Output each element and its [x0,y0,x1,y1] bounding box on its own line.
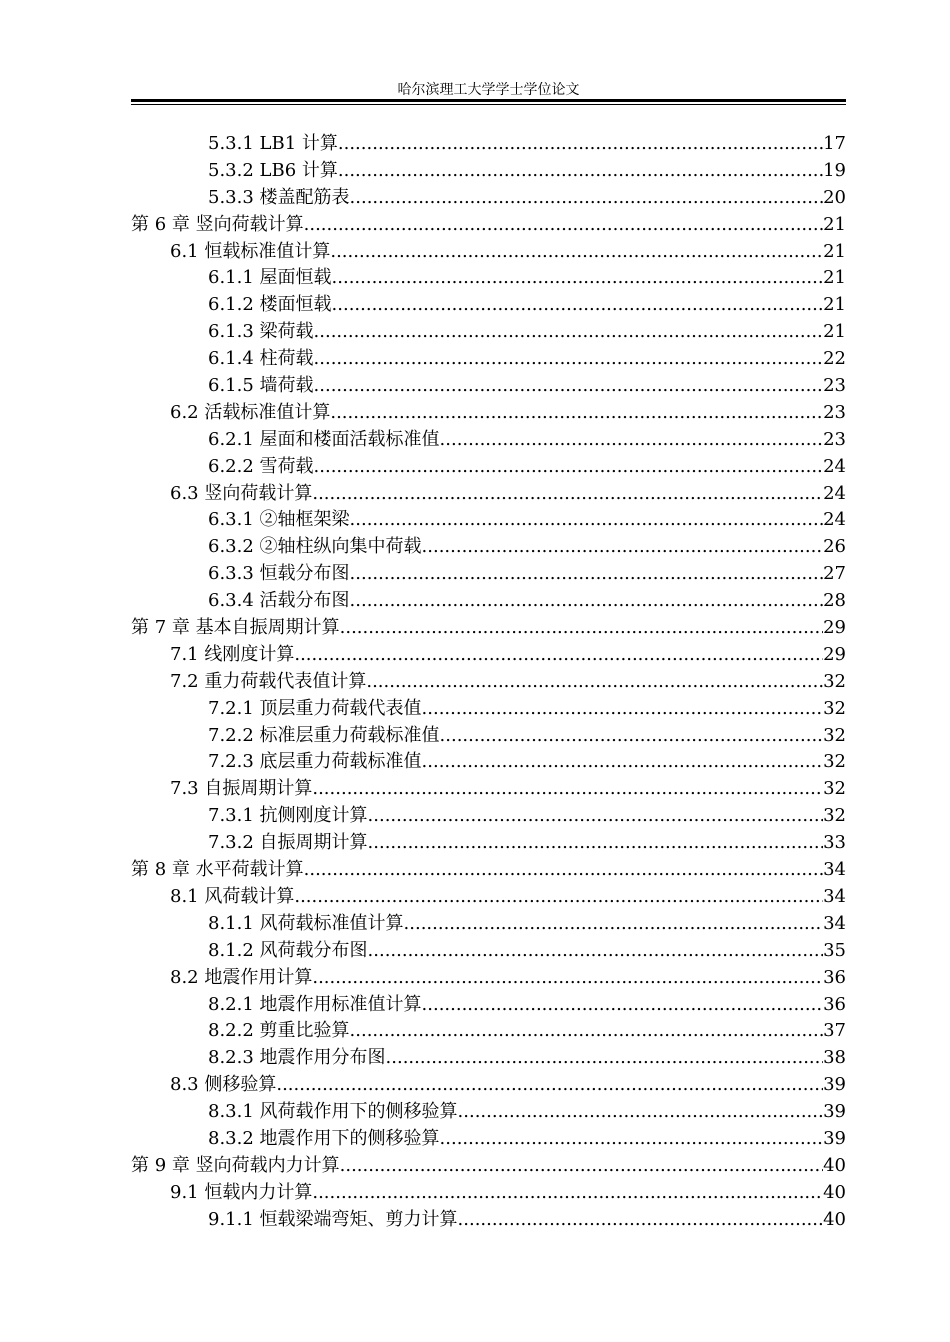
toc-page-number: 40 [823,1208,846,1230]
toc-entry-title: 8.3 侧移验算 [170,1074,277,1096]
page-header: 哈尔滨理工大学学士学位论文 [397,82,580,98]
toc-page-number: 23 [823,375,846,397]
toc-entry-title: 6.2.2 雪荷载 [208,455,314,477]
toc-subsection-entry[interactable] [131,454,846,481]
toc-entry-title: 6.1.2 楼面恒载 [208,294,332,316]
toc-dot-leader [312,481,823,508]
toc-page-number: 37 [823,1020,846,1042]
toc-subsection-entry[interactable] [131,131,846,158]
header-rule-thick [131,99,846,102]
toc-entry-title: 7.3.2 自振周期计算 [208,832,368,854]
toc-dot-leader [440,723,824,750]
toc-entry-title: 6.1.5 墙荷载 [208,375,314,397]
toc-dot-leader [368,938,824,965]
toc-page-number: 39 [823,1101,846,1123]
toc-subsection-entry[interactable] [131,696,846,723]
toc-dot-leader [422,696,824,723]
toc-page-number: 24 [823,455,846,477]
toc-subsection-entry[interactable] [131,373,846,400]
toc-page-number: 34 [823,885,846,907]
toc-dot-leader [276,1072,823,1099]
toc-subsection-entry[interactable] [131,911,846,938]
toc-entry-title: 第 9 章 竖向荷载内力计算 [131,1154,340,1176]
toc-entry-title: 6.3.1 ②轴框架梁 [208,509,350,531]
toc-dot-leader [368,803,824,830]
toc-dot-leader [332,292,824,319]
toc-page-number: 29 [823,617,846,639]
toc-page-number: 28 [823,590,846,612]
toc-chapter-entry[interactable] [131,212,846,239]
toc-entry-title: 6.3 竖向荷载计算 [170,482,313,504]
toc-subsection-entry[interactable] [131,507,846,534]
toc-entry-title: 6.1.3 梁荷载 [208,321,314,343]
toc-dot-leader [350,185,824,212]
toc-dot-leader [386,1045,824,1072]
toc-page-number: 36 [823,966,846,988]
toc-dot-leader [312,1180,823,1207]
toc-entry-title: 8.2 地震作用计算 [170,966,313,988]
toc-subsection-entry[interactable] [131,185,846,212]
toc-page-number: 32 [823,805,846,827]
toc-dot-leader [304,212,823,239]
toc-dot-leader [294,642,823,669]
toc-dot-leader [332,265,824,292]
toc-entry-title: 5.3.2 LB6 计算 [208,159,338,181]
toc-page-number: 34 [823,912,846,934]
toc-entry-title: 7.2.1 顶层重力荷载代表值 [208,697,422,719]
toc-dot-leader [340,1153,823,1180]
toc-subsection-entry[interactable] [131,265,846,292]
toc-entry-title: 8.1.2 风荷载分布图 [208,939,368,961]
toc-entry-title: 8.1 风荷载计算 [170,885,295,907]
toc-entry-title: 9.1 恒载内力计算 [170,1181,313,1203]
header-rule-thin [131,104,846,105]
toc-subsection-entry[interactable] [131,1126,846,1153]
toc-dot-leader [312,776,823,803]
toc-entry-title: 第 6 章 竖向荷载计算 [131,213,304,235]
toc-dot-leader [338,158,823,185]
toc-page-number: 26 [823,536,846,558]
toc-section-entry[interactable] [131,481,846,508]
toc-dot-leader [404,911,824,938]
toc-page-number: 40 [823,1154,846,1176]
table-of-contents [131,131,846,1234]
toc-dot-leader [314,319,824,346]
toc-page-number: 32 [823,670,846,692]
toc-entry-title: 7.2.2 标准层重力荷载标准值 [208,724,440,746]
toc-page-number: 21 [823,321,846,343]
toc-page-number: 38 [823,1047,846,1069]
toc-dot-leader [294,884,823,911]
toc-entry-title: 8.3.1 风荷载作用下的侧移验算 [208,1101,458,1123]
toc-page-number: 39 [823,1074,846,1096]
toc-subsection-entry[interactable] [131,534,846,561]
toc-page-number: 22 [823,348,846,370]
toc-page-number: 33 [823,832,846,854]
toc-page-number: 19 [823,159,846,181]
toc-section-entry[interactable] [131,642,846,669]
toc-dot-leader [366,669,823,696]
toc-entry-title: 7.3 自振周期计算 [170,778,313,800]
toc-section-entry[interactable] [131,400,846,427]
toc-entry-title: 6.1.4 柱荷载 [208,348,314,370]
toc-subsection-entry[interactable] [131,830,846,857]
toc-entry-title: 6.2.1 屋面和楼面活载标准值 [208,428,440,450]
toc-page-number: 21 [823,213,846,235]
toc-page-number: 32 [823,778,846,800]
toc-chapter-entry[interactable] [131,615,846,642]
toc-page-number: 34 [823,859,846,881]
toc-page-number: 20 [823,186,846,208]
toc-page-number: 27 [823,563,846,585]
toc-entry-title: 8.2.3 地震作用分布图 [208,1047,386,1069]
toc-subsection-entry[interactable] [131,346,846,373]
toc-page-number: 21 [823,240,846,262]
toc-entry-title: 5.3.3 楼盖配筋表 [208,186,350,208]
toc-entry-title: 6.1 恒载标准值计算 [170,240,331,262]
toc-entry-title: 第 7 章 基本自振周期计算 [131,617,340,639]
toc-entry-title: 8.1.1 风荷载标准值计算 [208,912,404,934]
toc-entry-title: 9.1.1 恒载梁端弯矩、剪力计算 [208,1208,458,1230]
toc-subsection-entry[interactable] [131,1099,846,1126]
toc-section-entry[interactable] [131,239,846,266]
toc-dot-leader [330,239,823,266]
toc-entry-title: 6.2 活载标准值计算 [170,401,331,423]
toc-dot-leader [368,830,824,857]
toc-page-number: 24 [823,509,846,531]
toc-page-number: 39 [823,1127,846,1149]
toc-page-number: 21 [823,267,846,289]
toc-dot-leader [422,749,824,776]
toc-dot-leader [458,1207,824,1234]
toc-page-number: 23 [823,428,846,450]
toc-subsection-entry[interactable] [131,158,846,185]
toc-dot-leader [314,373,824,400]
toc-dot-leader [312,965,823,992]
toc-entry-title: 6.3.4 活载分布图 [208,590,350,612]
toc-section-entry[interactable] [131,965,846,992]
toc-page-number: 21 [823,294,846,316]
toc-entry-title: 7.1 线刚度计算 [170,643,295,665]
toc-page-number: 40 [823,1181,846,1203]
toc-page-number: 32 [823,697,846,719]
toc-section-entry[interactable] [131,1180,846,1207]
toc-page-number: 29 [823,643,846,665]
toc-page-number: 32 [823,751,846,773]
toc-dot-leader [458,1099,824,1126]
toc-page-number: 17 [823,133,846,154]
toc-subsection-entry[interactable] [131,427,846,454]
toc-dot-leader [350,507,824,534]
toc-page-number: 32 [823,724,846,746]
toc-subsection-entry[interactable] [131,588,846,615]
toc-section-entry[interactable] [131,776,846,803]
toc-section-entry[interactable] [131,1072,846,1099]
toc-chapter-entry[interactable] [131,1153,846,1180]
toc-dot-leader [440,427,824,454]
toc-subsection-entry[interactable] [131,803,846,830]
toc-section-entry[interactable] [131,884,846,911]
toc-entry-title: 8.2.2 剪重比验算 [208,1020,350,1042]
toc-dot-leader [350,588,824,615]
toc-entry-title: 5.3.1 LB1 计算 [208,133,338,154]
toc-page-number: 35 [823,939,846,961]
toc-dot-leader [340,615,823,642]
toc-subsection-entry[interactable] [131,749,846,776]
toc-entry-title: 7.2.3 底层重力荷载标准值 [208,751,422,773]
toc-dot-leader [304,857,823,884]
toc-page-number: 23 [823,401,846,423]
toc-entry-title: 6.3.3 恒载分布图 [208,563,350,585]
toc-chapter-entry[interactable] [131,857,846,884]
toc-dot-leader [422,534,824,561]
toc-subsection-entry[interactable] [131,319,846,346]
toc-subsection-entry[interactable] [131,561,846,588]
toc-page-number: 36 [823,993,846,1015]
toc-entry-title: 6.1.1 屋面恒载 [208,267,332,289]
toc-entry-title: 7.3.1 抗侧刚度计算 [208,805,368,827]
toc-dot-leader [338,131,823,158]
toc-subsection-entry[interactable] [131,992,846,1019]
toc-dot-leader [314,454,824,481]
toc-dot-leader [330,400,823,427]
toc-subsection-entry[interactable] [131,292,846,319]
toc-entry-title: 8.2.1 地震作用标准值计算 [208,993,422,1015]
toc-dot-leader [350,561,824,588]
toc-subsection-entry[interactable] [131,1045,846,1072]
toc-dot-leader [350,1018,824,1045]
toc-entry-title: 7.2 重力荷载代表值计算 [170,670,367,692]
toc-subsection-entry[interactable] [131,938,846,965]
toc-entry-title: 8.3.2 地震作用下的侧移验算 [208,1127,440,1149]
toc-section-entry[interactable] [131,669,846,696]
toc-dot-leader [440,1126,824,1153]
toc-page-number: 24 [823,482,846,504]
toc-subsection-entry[interactable] [131,1018,846,1045]
toc-entry-title: 第 8 章 水平荷载计算 [131,859,304,881]
toc-entry-title: 6.3.2 ②轴柱纵向集中荷载 [208,536,422,558]
toc-dot-leader [314,346,824,373]
toc-subsection-entry[interactable] [131,723,846,750]
toc-dot-leader [422,992,824,1019]
toc-subsection-entry[interactable] [131,1207,846,1234]
